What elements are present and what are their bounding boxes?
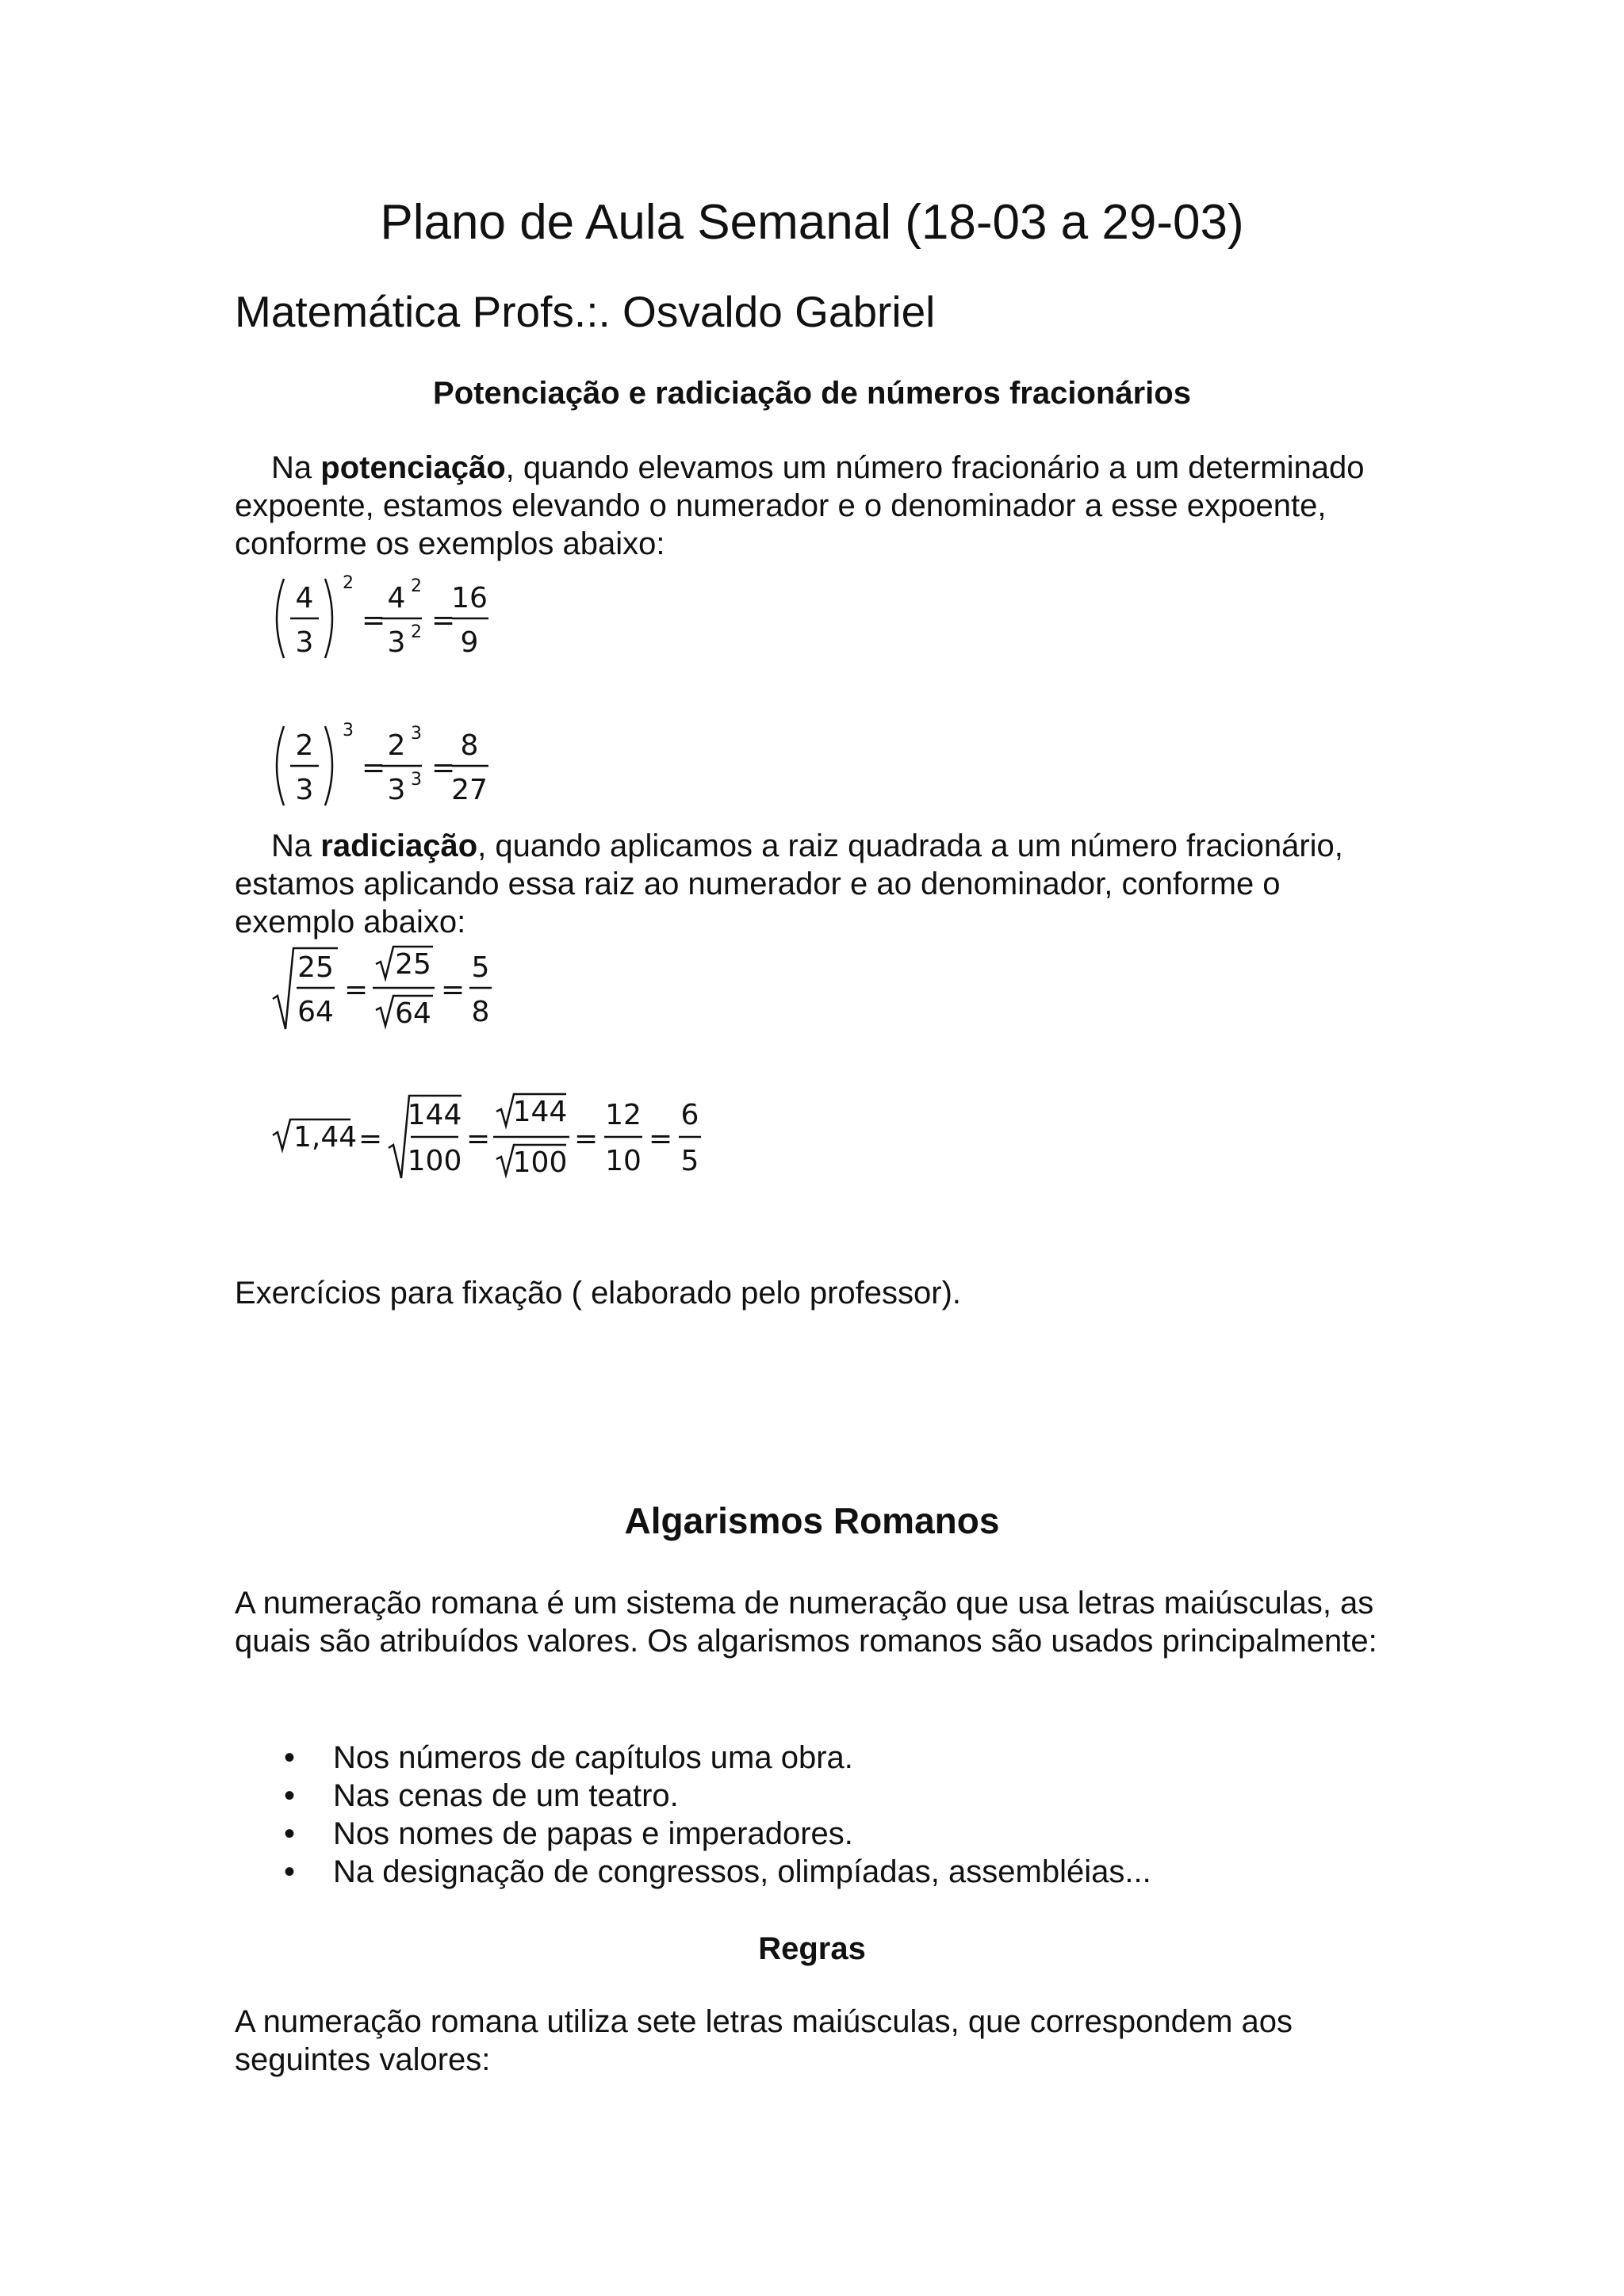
list-item: • Nos números de capítulos uma obra. [235,1739,1151,1777]
paragraph-radiciacao: Na radiciação, quando aplicamos a raiz quadrada a um número fracionário, estamos aplicando essa raiz ao numerador e ao denominador, conforme o exemplo abaixo: [235,828,1343,939]
result-denominator: 5 [680,1145,699,1177]
decimal-radicand: 1,44 [293,1121,358,1154]
list-item: • Na designação de congressos, olimpíadas, assembléias... [235,1853,1151,1891]
result-denominator: 27 [451,774,488,806]
power-denominator-exp: 2 [411,622,422,642]
result-denominator: 8 [471,996,490,1028]
equals-sign: = [649,1123,673,1155]
equals-sign: = [441,974,465,1006]
power-numerator: 2 [387,729,406,762]
power-denominator: 3 [387,626,406,659]
power-numerator: 4 [387,582,406,614]
paragraph-rules: A numeração romana utiliza sete letras maiúsculas, que correspondem aos seguintes valores: [235,2004,1293,2077]
paragraph-romanos-intro: A numeração romana é um sistema de numeração que usa letras maiúsculas, as quais são atribuídos valores. Os algarismos romanos são usados principalmente: [235,1586,1377,1659]
equals-sign: = [574,1123,599,1155]
root-denominator: 64 [395,997,431,1030]
radicand-denominator: 100 [407,1145,462,1177]
exercises-note: Exercícios para fixação ( elaborado pelo professor). [235,1276,962,1311]
step-numerator: 12 [605,1099,642,1131]
list-item: • Nas cenas de um teatro. [235,1777,1151,1815]
formula-example-4 [270,1091,714,1186]
step-denominator: 10 [605,1145,642,1177]
formula-example-3 [270,943,508,1039]
result-denominator: 9 [460,626,479,659]
formula-example-2 [270,720,508,815]
frac2-denominator: 3 [295,774,314,806]
equals-sign: = [431,752,456,784]
root-denominator: 100 [512,1146,568,1179]
power-denominator-exp: 3 [411,770,422,790]
radicand-numerator: 144 [407,1099,462,1131]
root-numerator: 25 [395,948,431,981]
result-numerator: 16 [451,582,488,614]
list-item: • Nos nomes de papas e imperadores. [235,1815,1151,1853]
formula-example-1 [270,572,508,668]
subject-teachers: Matemática Profs.:. Osvaldo Gabriel [235,287,936,336]
radicand-numerator: 25 [297,951,334,984]
equals-sign: = [344,974,369,1006]
term-radiciacao: radiciação [320,828,478,863]
result-numerator: 6 [680,1099,699,1131]
result-numerator: 5 [471,951,490,984]
section-heading-romanos: Algarismos Romanos [624,1500,1000,1541]
term-potenciacao: potenciação [320,450,506,485]
uses-list [235,1739,1151,1891]
result-numerator: 8 [460,729,479,762]
frac2-numerator: 2 [295,729,314,762]
section-heading-fracoes: Potenciação e radiciação de números fracionários [433,376,1191,411]
rules-heading: Regras [758,1931,866,1966]
equals-sign: = [431,604,456,637]
frac2-exponent: 3 [343,721,354,740]
frac1-exponent: 2 [343,573,354,593]
equals-sign: = [358,1123,383,1155]
power-numerator-exp: 3 [411,724,422,744]
power-numerator-exp: 2 [411,576,422,596]
paragraph-potenciacao: Na potenciação, quando elevamos um número fracionário a um determinado expoente, estamos elevando o numerador e o denominador a esse expoente, conforme os exemplos abaixo: [235,450,1365,561]
equals-sign: = [466,1123,491,1155]
page-title: Plano de Aula Semanal (18-03 a 29-03) [380,195,1244,250]
power-denominator: 3 [387,774,406,806]
equals-sign: = [362,604,386,637]
radicand-denominator: 64 [297,996,334,1028]
equals-sign: = [362,752,386,784]
root-numerator: 144 [512,1096,568,1128]
frac1-numerator: 4 [295,582,314,614]
frac1-denominator: 3 [295,626,314,659]
